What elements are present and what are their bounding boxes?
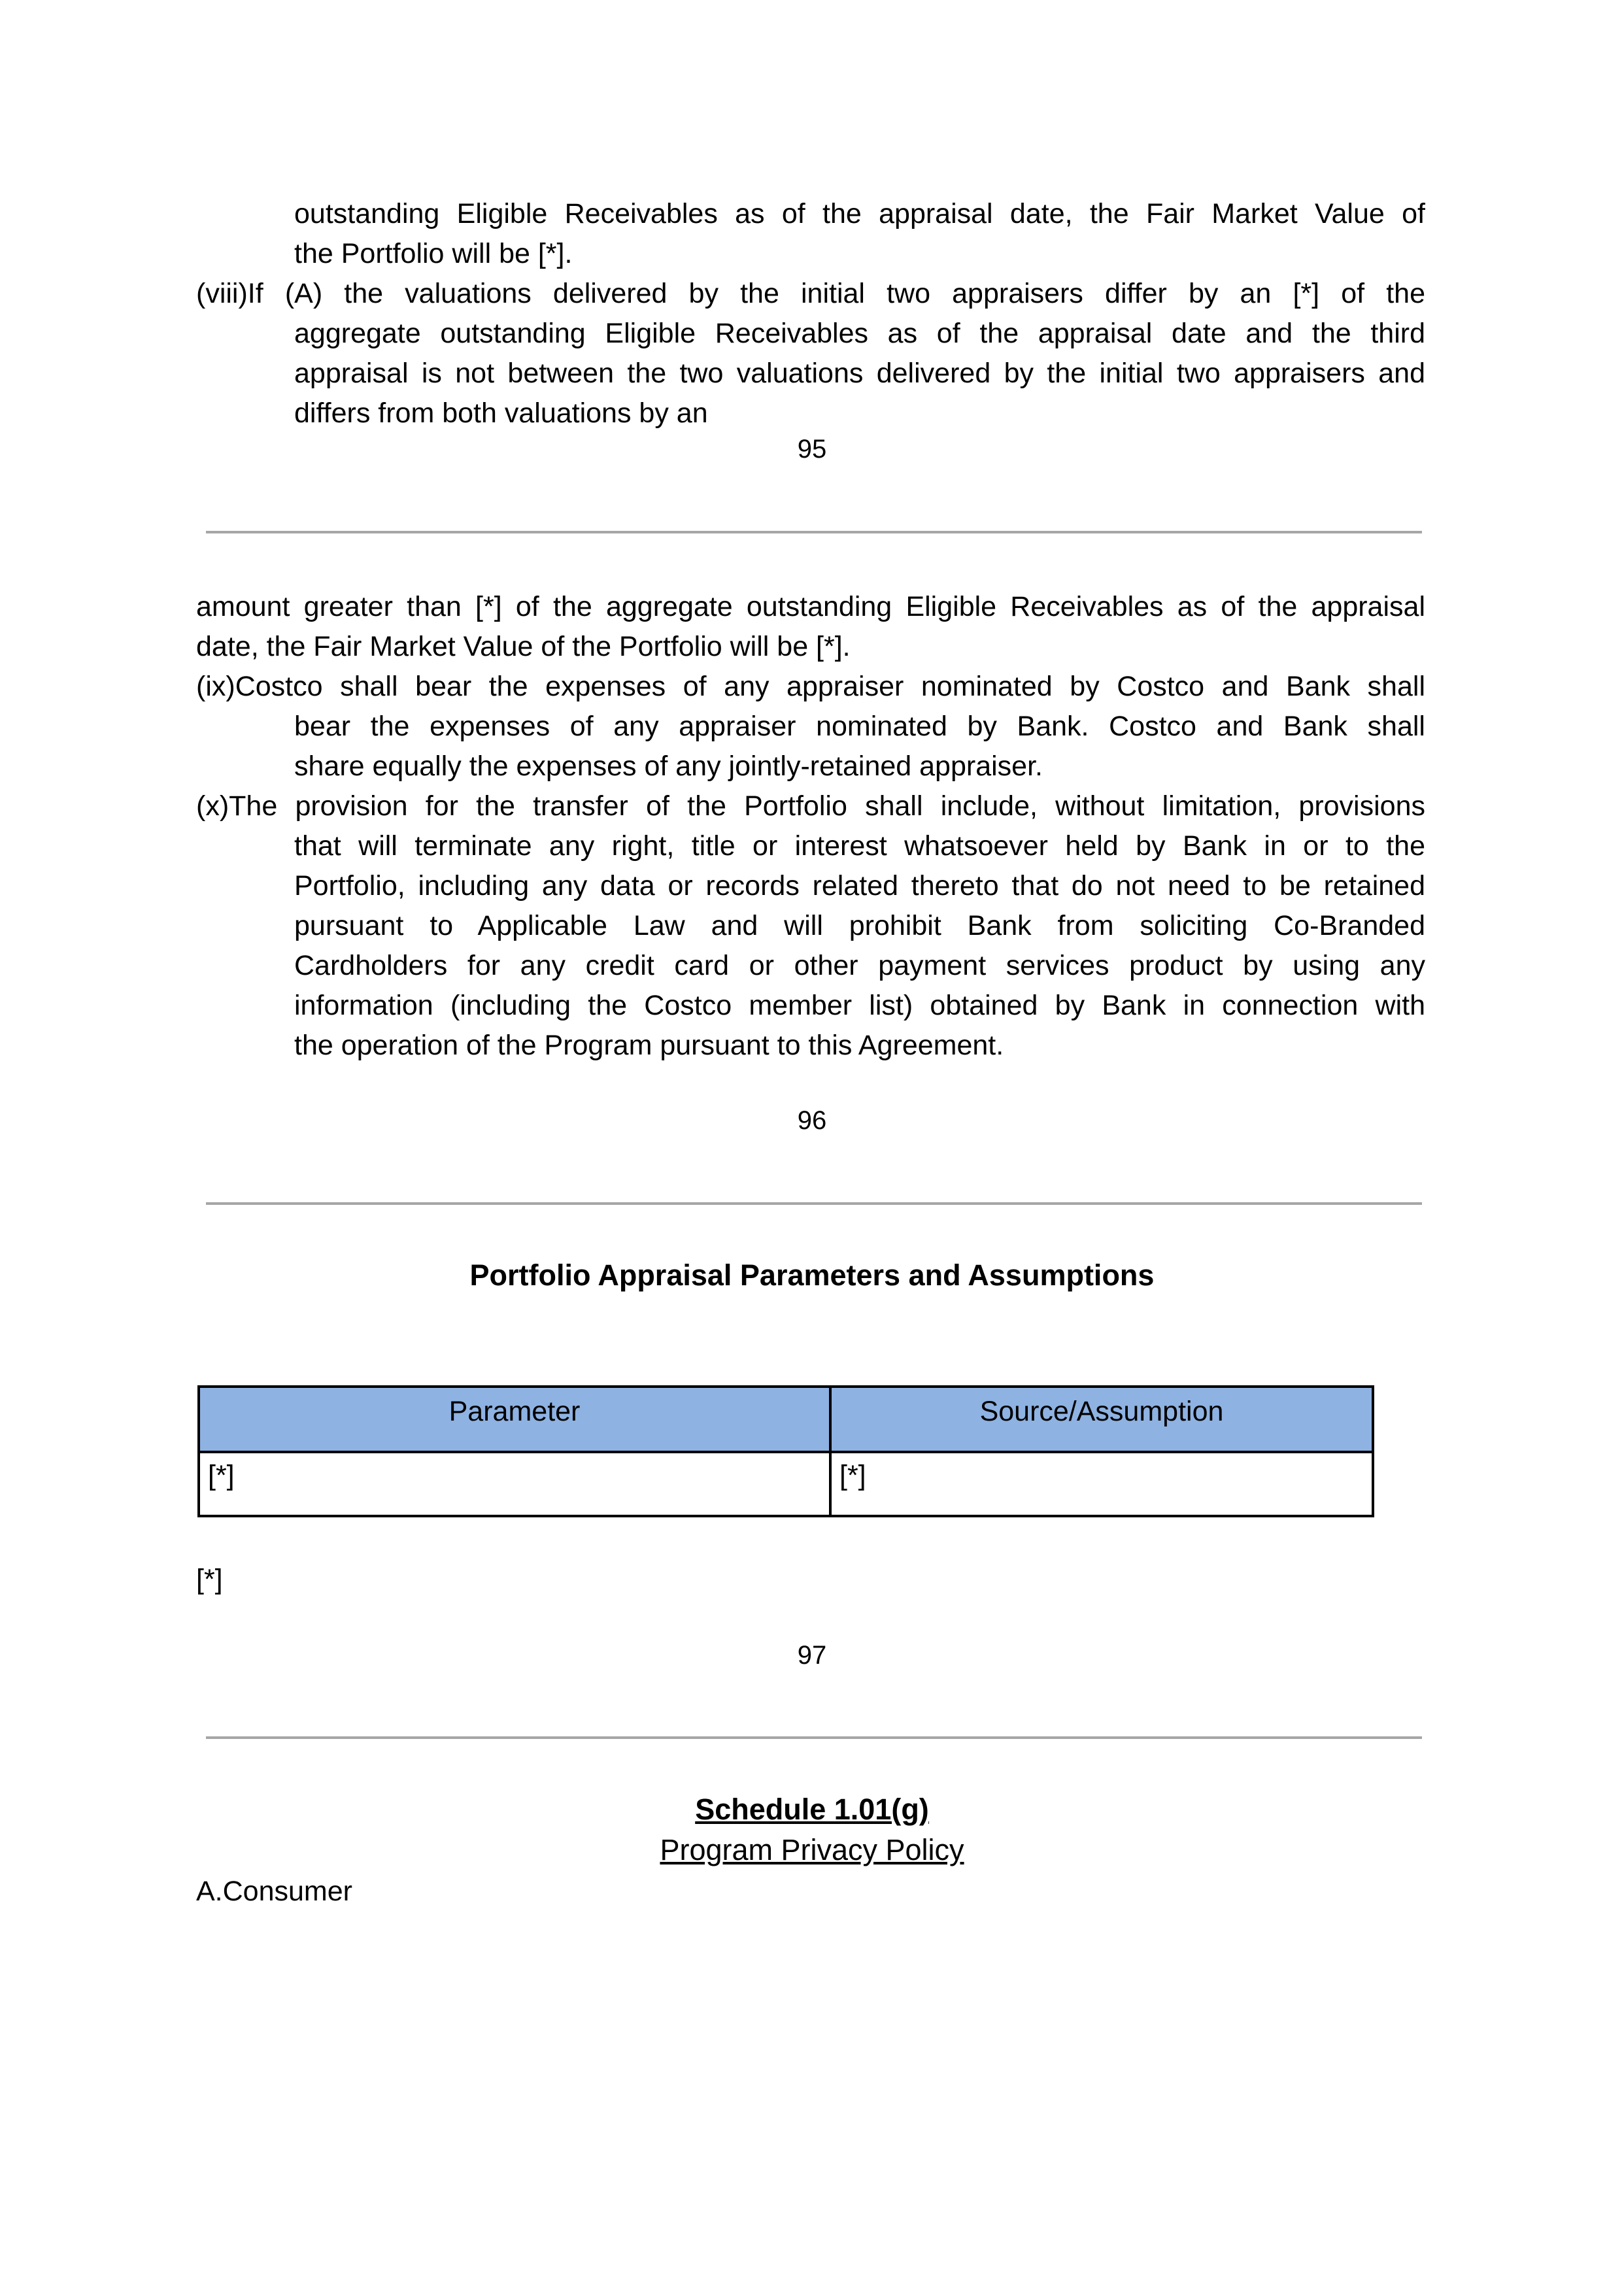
text-line: differs from both valuations by an [294, 397, 708, 429]
table-cell: [*] [830, 1452, 1373, 1516]
list-item-ix [196, 667, 1425, 786]
text-line: share equally the expenses of any jointly-retained appraiser. [294, 751, 1043, 782]
page-divider [206, 1202, 1422, 1205]
text-line: the operation of the Program pursuant to this Agreement. [294, 1030, 1004, 1061]
text-line: (ix)Costco shall bear the expenses of any appraiser nominated by Costco and Bank shall [196, 671, 1425, 702]
list-item-x [196, 786, 1425, 1066]
footnote: [*] [196, 1564, 223, 1595]
text-line: date, the Fair Market Value of the Portfolio will be [*]. [196, 631, 851, 662]
page-divider [206, 531, 1422, 533]
section-a-label: A.Consumer [196, 1876, 352, 1907]
text-line: appraisal is not between the two valuations delivered by the initial two appraisers and [294, 358, 1425, 389]
text-line: aggregate outstanding Eligible Receivables as of the appraisal date and the third [294, 318, 1425, 349]
text-line: information (including the Costco member list) obtained by Bank in connection with [294, 990, 1425, 1021]
table-header-row [199, 1387, 1373, 1452]
page-number: 97 [797, 1641, 827, 1670]
text-line: pursuant to Applicable Law and will prohibit Bank from soliciting Co-Branded [294, 910, 1425, 941]
continued-paragraph [294, 194, 1425, 274]
text-line: that will terminate any right, title or interest whatsoever held by Bank in or to the [294, 830, 1425, 862]
text-line: the Portfolio will be [*]. [294, 238, 573, 269]
continued-paragraph [196, 587, 1425, 667]
appraisal-parameters-table [197, 1385, 1374, 1517]
section-heading: Portfolio Appraisal Parameters and Assumptions [469, 1258, 1155, 1292]
text-line: Cardholders for any credit card or other payment services product by using any [294, 950, 1425, 981]
schedule-subtitle: Program Privacy Policy [660, 1833, 964, 1866]
text-line: (viii)If (A) the valuations delivered by the initial two appraisers differ by an [*] of the [196, 278, 1425, 309]
page-divider [206, 1736, 1422, 1739]
table-row [199, 1452, 1373, 1516]
text-line: outstanding Eligible Receivables as of the appraisal date, the Fair Market Value of [294, 198, 1425, 229]
text-line: amount greater than [*] of the aggregate outstanding Eligible Receivables as of the appraisal [196, 591, 1425, 622]
list-item-viii [196, 274, 1425, 433]
column-header: Parameter [199, 1387, 830, 1452]
text-line: (x)The provision for the transfer of the Portfolio shall include, without limitation, provisions [196, 790, 1425, 822]
text-line: bear the expenses of any appraiser nominated by Bank. Costco and Bank shall [294, 711, 1425, 742]
page-number: 96 [797, 1106, 827, 1135]
page-number: 95 [797, 435, 827, 464]
column-header: Source/Assumption [830, 1387, 1373, 1452]
table-cell: [*] [199, 1452, 830, 1516]
text-line: Portfolio, including any data or records related thereto that do not need to be retained [294, 870, 1425, 902]
schedule-title: Schedule 1.01(g) [695, 1793, 929, 1826]
